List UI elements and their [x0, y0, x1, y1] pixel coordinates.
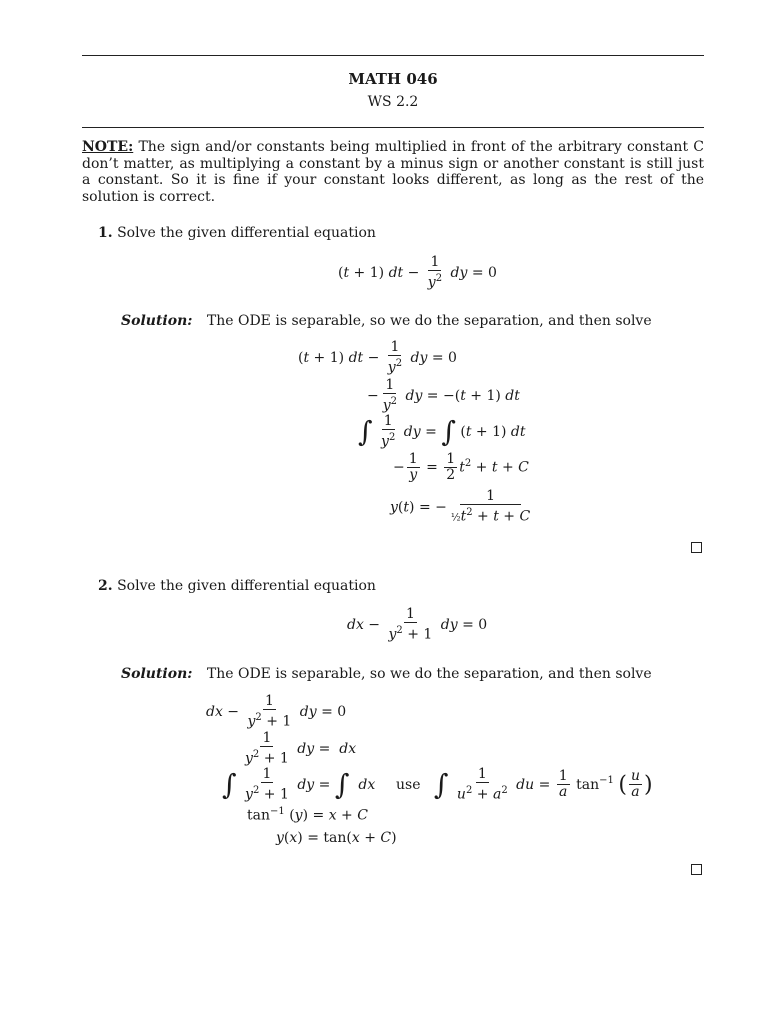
- solution-2-step-1: dx − $\frac{1}{y^2 + 1}$ dy = 0: [206, 693, 347, 730]
- header-rule: [82, 127, 704, 128]
- solution-1-step-2: − $\frac{1}{y^2}$ dy = −(t + 1) dt: [367, 377, 520, 414]
- note-text: The sign and/or constants being multiplied in front of the arbitrary constant C don’t matter, as multiplying a constant by a minus sign or another constant is still just a constant. So it is fine if your constant looks different, as long as the rest of the solution is correct.: [82, 139, 704, 205]
- solution-2-step-2: $\frac{1}{y^2 + 1}$ dy = dx: [245, 730, 357, 767]
- problem-1-text: Solve the given differential equation: [117, 225, 376, 241]
- solution-1-step-1: (t + 1) dt − $\frac{1}{y^2}$ dy = 0: [298, 339, 457, 376]
- solution-2-step-4: $\tan^{-1} (y) = x + C$: [247, 806, 368, 824]
- solution-1-text: The ODE is separable, so we do the separation, and then solve: [206, 313, 652, 329]
- problem-1-solution-intro: [121, 313, 652, 329]
- note-label: NOTE:: [82, 139, 134, 155]
- problem-2-text: Solve the given differential equation: [117, 578, 376, 594]
- problem-2-prompt: [98, 578, 376, 594]
- solution-2-hint: use ∫ $\frac{1}{u^2 + a^2}$ du = $\frac{1}{a}$ $\tan^{-1}$ ( $\frac{u}{a}$ ): [396, 766, 653, 803]
- problem-2-equation: dx − $\frac{1}{y^2 + 1}$ dy = 0: [347, 606, 488, 643]
- solution-1-step-3: ∫ $\frac{1}{y^2}$ dy = ∫ (t + 1) dt: [358, 413, 526, 450]
- worksheet-title: WS 2.2: [367, 94, 419, 110]
- qed-box-1: [691, 542, 702, 553]
- course-title: MATH 046: [348, 70, 438, 88]
- solution-1-step-4: − $\frac{1}{y}$ = $\frac{1}{2}$ $t^2 + t + C$: [393, 451, 529, 483]
- hint-word: use: [396, 776, 421, 793]
- problem-2-number: 2.: [98, 578, 113, 594]
- qed-box-2: [691, 864, 702, 875]
- solution-2-step-3: ∫ $\frac{1}{y^2 + 1}$ dy = ∫ dx: [222, 766, 376, 803]
- solution-2-text: The ODE is separable, so we do the separation, and then solve: [206, 666, 652, 682]
- note-paragraph: [82, 139, 704, 205]
- problem-1-prompt: [98, 225, 376, 241]
- solution-2-step-5: y(x) = tan(x + C): [276, 830, 397, 846]
- solution-2-label: Solution:: [121, 666, 193, 682]
- problem-2-solution-intro: [121, 666, 652, 682]
- solution-1-label: Solution:: [121, 313, 193, 329]
- problem-1-equation: (t + 1) dt − $\frac{1}{y^2}$ dy = 0: [338, 254, 497, 291]
- top-rule: [82, 55, 704, 56]
- problem-1-number: 1.: [98, 225, 113, 241]
- solution-1-step-5: y(t) = − $\frac{1}{\frac{1}{2}t^2 + t + C}$: [390, 488, 531, 525]
